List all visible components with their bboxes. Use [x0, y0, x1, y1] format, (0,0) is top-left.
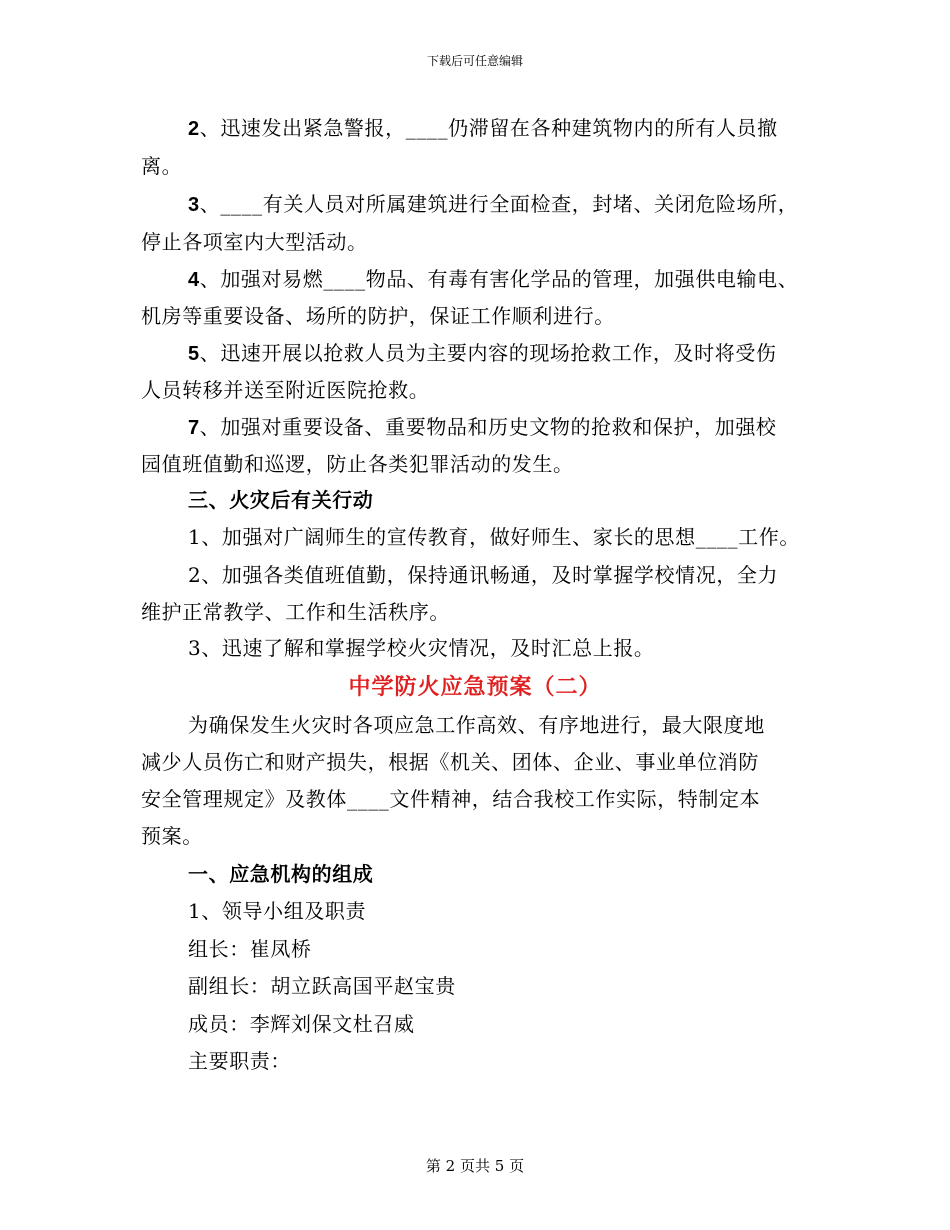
- section-heading-3: 三、火灾后有关行动: [188, 488, 374, 512]
- paragraph-line: 为确保发生火灾时各项应急工作高效、有序地进行，最大限度地: [188, 713, 765, 737]
- list-item: 3、迅速了解和掌握学校火灾情况，及时汇总上报。: [188, 636, 655, 660]
- paragraph-line: 安全管理规定》及教体____文件精神，结合我校工作实际，特制定本: [141, 787, 761, 811]
- list-item-4: 4、加强对易燃____物品、有毒有害化学品的管理，加强供电输电、: [188, 267, 799, 291]
- list-item: 2、加强各类值班值勤，保持通讯畅通，及时掌握学校情况，全力: [188, 563, 779, 587]
- text-line: 停止各项室内大型活动。: [141, 230, 368, 254]
- page-header: 下载后可任意编辑: [426, 54, 523, 68]
- list-item-3: 3、____有关人员对所属建筑进行全面检查，封堵、关闭危险场所，: [188, 192, 799, 216]
- list-item-7: 7、加强对重要设备、重要物品和历史文物的抢救和保护，加强校: [188, 415, 777, 439]
- page-footer: 第 2 页共 5 页: [425, 1157, 525, 1175]
- subheading: 1、领导小组及职责: [188, 899, 367, 923]
- text-line: 维护正常教学、工作和生活秩序。: [141, 600, 450, 624]
- list-item-5: 5、迅速开展以抢救人员为主要内容的现场抢救工作，及时将受伤: [188, 341, 777, 365]
- section-heading-1: 一、应急机构的组成: [188, 862, 374, 886]
- paragraph-line: 预案。: [141, 824, 203, 848]
- text-line: 离。: [141, 154, 183, 178]
- list-item: 1、加强对广阔师生的宣传教育，做好师生、家长的思想____工作。: [188, 525, 800, 549]
- text-line: 机房等重要设备、场所的防护，保证工作顺利进行。: [141, 304, 615, 328]
- text-line: 人员转移并送至附近医院抢救。: [141, 378, 430, 402]
- members-line: 成员：李辉刘保文杜召威: [188, 1012, 415, 1036]
- deputy-leader-line: 副组长：胡立跃高国平赵宝贵: [188, 974, 456, 998]
- list-item-2: 2、迅速发出紧急警报，____仍滞留在各种建筑物内的所有人员撤: [188, 116, 778, 140]
- text-line: 园值班值勤和巡逻，防止各类犯罪活动的发生。: [141, 452, 574, 476]
- document-title: 中学防火应急预案（二）: [348, 674, 602, 700]
- duties-line: 主要职责：: [188, 1049, 291, 1073]
- paragraph-line: 减少人员伤亡和财产损失，根据《机关、团体、企业、事业单位消防: [141, 750, 759, 774]
- leader-line: 组长：崔凤桥: [188, 937, 312, 961]
